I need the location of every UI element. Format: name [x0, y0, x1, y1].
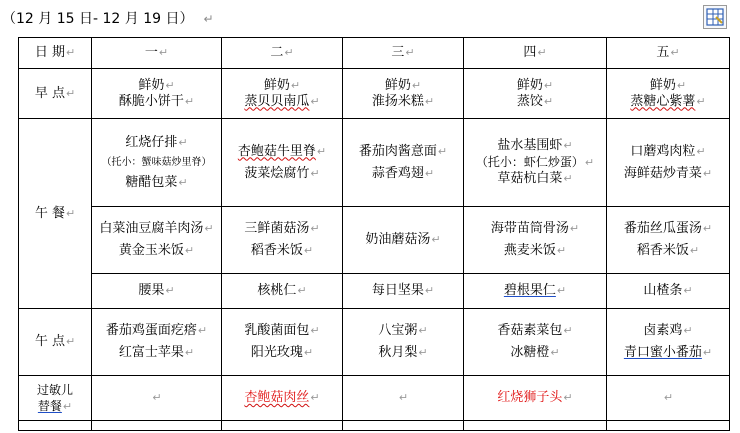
paragraph-mark-icon: ↵	[178, 135, 188, 149]
menu-item: 蒸糖心紫薯↵	[630, 93, 706, 109]
menu-item: 鲜奶↵	[263, 77, 301, 93]
paragraph-mark-icon: ↵	[556, 244, 567, 257]
paragraph-mark-icon: ↵	[62, 399, 73, 413]
menu-item: 盐水基围虾↵	[497, 138, 573, 153]
paragraph-mark-icon: ↵	[702, 346, 713, 359]
empty-cell	[607, 421, 730, 431]
menu-item: 冰糖橙↵	[510, 345, 560, 360]
paragraph-mark-icon: ↵	[702, 222, 713, 235]
lunch-dish-cell-fri[interactable]	[607, 119, 730, 207]
menu-item: 淮扬米糕↵	[371, 93, 435, 109]
paragraph-mark-icon: ↵	[398, 391, 409, 404]
day-header-mon	[92, 38, 222, 69]
lunch-dish-cell-tue[interactable]	[222, 119, 343, 207]
table-move-handle-icon[interactable]	[703, 5, 727, 29]
menu-item: 番茄鸡蛋面疙瘩↵	[105, 323, 208, 338]
menu-item: 蒜香鸡翅↵	[371, 165, 435, 181]
paragraph-mark-icon: ↵	[683, 324, 693, 337]
menu-item: 卤素鸡↵	[643, 323, 693, 338]
toddler-alt-note: （托小：虾仁炒蛋）↵	[475, 155, 595, 169]
paragraph-mark-icon: ↵	[424, 284, 435, 297]
lunch-dish-cell-mon[interactable]	[92, 119, 222, 207]
breakfast-cell-tue[interactable]	[222, 69, 343, 119]
paragraph-mark-icon: ↵	[537, 46, 547, 59]
paragraph-mark-icon: ↵	[310, 94, 320, 108]
menu-item: 草菇杭白菜↵	[497, 171, 573, 186]
lunch-nut-cell-fri[interactable]	[607, 274, 730, 309]
lunch-dish-row	[19, 119, 730, 207]
day-header-fri	[607, 38, 730, 69]
empty-cell	[19, 421, 92, 431]
paragraph-mark-icon: ↵	[165, 284, 175, 297]
menu-item: 鲜奶↵	[384, 77, 422, 93]
paragraph-mark-icon: ↵	[405, 46, 415, 59]
paragraph-mark-icon: ↵	[584, 156, 595, 169]
menu-item: 蒸贝贝南瓜↵	[244, 93, 320, 109]
menu-item: 红富士苹果↵	[118, 345, 195, 360]
date-header-label: 日 期	[34, 45, 65, 60]
menu-item: 碧根果仁	[503, 283, 556, 298]
menu-item: 杏鲍菇牛里脊↵	[237, 143, 327, 159]
snack-cell-tue[interactable]	[222, 309, 343, 376]
breakfast-label-cell	[19, 69, 92, 119]
paragraph-mark-icon: ↵	[310, 222, 320, 235]
paragraph-mark-icon: ↵	[437, 144, 448, 158]
snack-cell-fri[interactable]	[607, 309, 730, 376]
snack-cell-wed[interactable]	[343, 309, 464, 376]
day-label: 三	[391, 45, 405, 60]
toddler-alt-note: （托小：蟹味菇炒里脊）	[101, 156, 212, 168]
allergy-cell-tue[interactable]	[222, 376, 343, 421]
menu-item: 番茄丝瓜蛋汤↵	[623, 221, 713, 236]
menu-item: 海带苗筒骨汤↵	[490, 221, 580, 236]
paragraph-mark-icon: ↵	[543, 78, 554, 92]
lunch-nut-cell-mon[interactable]	[92, 274, 222, 309]
allergy-label-cell	[19, 376, 92, 421]
menu-item: 鲜奶↵	[138, 77, 175, 93]
lunch-soup-cell-thu[interactable]	[464, 207, 607, 274]
allergy-cell-mon[interactable]	[92, 376, 222, 421]
menu-item: 八宝粥↵	[378, 323, 428, 338]
meal-label: 午 点	[34, 334, 65, 349]
paragraph-mark-icon: ↵	[158, 46, 169, 59]
header-row	[19, 38, 730, 69]
menu-item: 奶油蘑菇汤↵	[365, 232, 441, 247]
paragraph-mark-icon: ↵	[696, 144, 706, 158]
empty-cell	[92, 421, 222, 431]
allergy-label-line1: 过敏儿	[36, 382, 73, 397]
menu-item: 番茄肉酱意面↵	[358, 143, 448, 159]
paragraph-mark-icon: ↵	[569, 222, 580, 235]
paragraph-mark-icon: ↵	[303, 244, 314, 257]
menu-item: 鲜奶↵	[516, 77, 554, 93]
menu-item: 口蘑鸡肉粒↵	[630, 143, 706, 159]
allergy-row	[19, 376, 730, 421]
empty-cell	[343, 421, 464, 431]
paragraph-mark-icon: ↵	[184, 346, 195, 359]
lunch-nut-cell-thu[interactable]	[464, 274, 607, 309]
paragraph-mark-icon: ↵	[310, 391, 320, 404]
snack-cell-mon[interactable]	[92, 309, 222, 376]
paragraph-mark-icon: ↵	[563, 391, 573, 404]
paragraph-mark-icon: ↵	[418, 324, 428, 337]
paragraph-mark-icon: ↵	[689, 244, 700, 257]
paragraph-mark-icon: ↵	[165, 78, 175, 92]
paragraph-mark-icon: ↵	[431, 233, 441, 246]
paragraph-mark-icon: ↵	[411, 78, 422, 92]
day-label: 五	[656, 45, 670, 60]
menu-item: 阳光玫瑰↵	[250, 345, 314, 360]
allergy-substitute-item: 杏鲍菇肉丝	[244, 390, 310, 405]
lunch-dish-cell-wed[interactable]	[343, 119, 464, 207]
day-header-wed	[343, 38, 464, 69]
menu-item: 红烧仔排↵	[125, 134, 188, 150]
paragraph-mark-icon: ↵	[184, 244, 195, 257]
meal-label: 早 点	[34, 85, 65, 101]
menu-item: 酥脆小饼干↵	[118, 93, 195, 109]
paragraph-mark-icon: ↵	[670, 46, 680, 59]
snack-label-cell	[19, 309, 92, 376]
paragraph-mark-icon: ↵	[310, 324, 320, 337]
menu-item: 稻香米饭↵	[636, 243, 700, 258]
paragraph-mark-icon: ↵	[204, 222, 214, 235]
paragraph-mark-icon: ↵	[178, 175, 188, 189]
menu-item: 秋月梨↵	[378, 345, 428, 360]
empty-cell	[464, 421, 607, 431]
table-bottom-row	[19, 421, 730, 431]
breakfast-row	[19, 69, 730, 119]
menu-item: 白菜油豆腐羊肉汤↵	[99, 221, 214, 236]
breakfast-cell-mon[interactable]	[92, 69, 222, 119]
paragraph-mark-icon: ↵	[418, 346, 428, 359]
table-grid-icon	[706, 8, 724, 26]
paragraph-mark-icon: ↵	[543, 94, 554, 108]
menu-item: 黄金玉米饭↵	[118, 243, 195, 258]
day-header-thu	[464, 38, 607, 69]
weekly-menu-table	[18, 37, 730, 431]
paragraph-mark-icon: ↵	[424, 94, 435, 108]
lunch-soup-cell-wed[interactable]	[343, 207, 464, 274]
paragraph-mark-icon: ↵	[683, 284, 693, 297]
allergy-cell-thu[interactable]	[464, 376, 607, 421]
breakfast-cell-wed[interactable]	[343, 69, 464, 119]
lunch-soup-cell-mon[interactable]	[92, 207, 222, 274]
day-label: 四	[523, 45, 537, 60]
paragraph-mark-icon: ↵	[65, 46, 76, 59]
paragraph-mark-icon: ↵	[297, 284, 307, 297]
menu-item: 糖醋包菜↵	[125, 174, 188, 190]
menu-item: 山楂条	[643, 283, 683, 298]
day-label: 二	[270, 45, 284, 60]
paragraph-mark-icon: ↵	[184, 94, 195, 108]
paragraph-mark-icon: ↵	[65, 206, 76, 220]
paragraph-mark-icon: ↵	[550, 346, 560, 359]
paragraph-mark-icon: ↵	[290, 78, 301, 92]
date-range-title	[2, 8, 214, 28]
paragraph-mark-icon: ↵	[702, 166, 713, 180]
paragraph-mark-icon: ↵	[152, 391, 162, 404]
lunch-soup-cell-fri[interactable]	[607, 207, 730, 274]
paragraph-mark-icon: ↵	[316, 144, 327, 158]
paragraph-mark-icon: ↵	[563, 172, 573, 185]
meal-label: 午 餐	[34, 205, 65, 221]
menu-item: 稻香米饭↵	[250, 243, 314, 258]
paragraph-mark-icon: ↵	[663, 391, 674, 404]
paragraph-mark-icon: ↵	[203, 12, 214, 26]
paragraph-mark-icon: ↵	[65, 335, 76, 348]
snack-cell-thu[interactable]	[464, 309, 607, 376]
lunch-soup-cell-tue[interactable]	[222, 207, 343, 274]
menu-item: 鲜奶↵	[649, 77, 687, 93]
date-header-cell	[19, 38, 92, 69]
paragraph-mark-icon: ↵	[556, 284, 567, 297]
empty-cell	[222, 421, 343, 431]
lunch-dish-cell-thu[interactable]	[464, 119, 607, 207]
date-range-text: （12 月 15 日- 12 月 19 日）	[2, 11, 194, 27]
paragraph-mark-icon: ↵	[310, 166, 320, 180]
menu-item: 三鲜菌菇汤↵	[244, 221, 320, 236]
day-label: 一	[144, 45, 158, 60]
breakfast-cell-fri[interactable]	[607, 69, 730, 119]
lunch-soup-row	[19, 207, 730, 274]
menu-item: 每日坚果	[371, 283, 424, 298]
menu-item: 乳酸菌面包↵	[244, 323, 320, 338]
paragraph-mark-icon: ↵	[563, 139, 573, 152]
allergy-cell-wed[interactable]	[343, 376, 464, 421]
lunch-label-cell	[19, 119, 92, 309]
paragraph-mark-icon: ↵	[65, 86, 76, 100]
menu-item: 腰果	[138, 283, 165, 298]
paragraph-mark-icon: ↵	[284, 46, 294, 59]
breakfast-cell-thu[interactable]	[464, 69, 607, 119]
menu-item: 燕麦米饭↵	[503, 243, 567, 258]
menu-item: 海鲜菇炒青菜↵	[623, 165, 713, 181]
allergy-cell-fri[interactable]	[607, 376, 730, 421]
paragraph-mark-icon: ↵	[696, 94, 706, 108]
lunch-nut-row	[19, 274, 730, 309]
lunch-nut-cell-tue[interactable]	[222, 274, 343, 309]
paragraph-mark-icon: ↵	[197, 324, 208, 337]
paragraph-mark-icon: ↵	[424, 166, 435, 180]
menu-item: 菠菜烩腐竹↵	[244, 165, 320, 181]
allergy-label-line2: 替餐	[37, 398, 62, 413]
snack-row	[19, 309, 730, 376]
paragraph-mark-icon: ↵	[563, 324, 573, 337]
allergy-substitute-item: 红烧狮子头	[497, 390, 563, 405]
lunch-nut-cell-wed[interactable]	[343, 274, 464, 309]
paragraph-mark-icon: ↵	[303, 346, 314, 359]
menu-item: 蒸饺↵	[516, 93, 554, 109]
menu-item: 香菇素菜包↵	[497, 323, 573, 338]
paragraph-mark-icon: ↵	[676, 78, 687, 92]
day-header-tue	[222, 38, 343, 69]
menu-item: 核桃仁	[257, 283, 297, 298]
menu-item: 青口蜜小番茄↵	[623, 345, 713, 360]
